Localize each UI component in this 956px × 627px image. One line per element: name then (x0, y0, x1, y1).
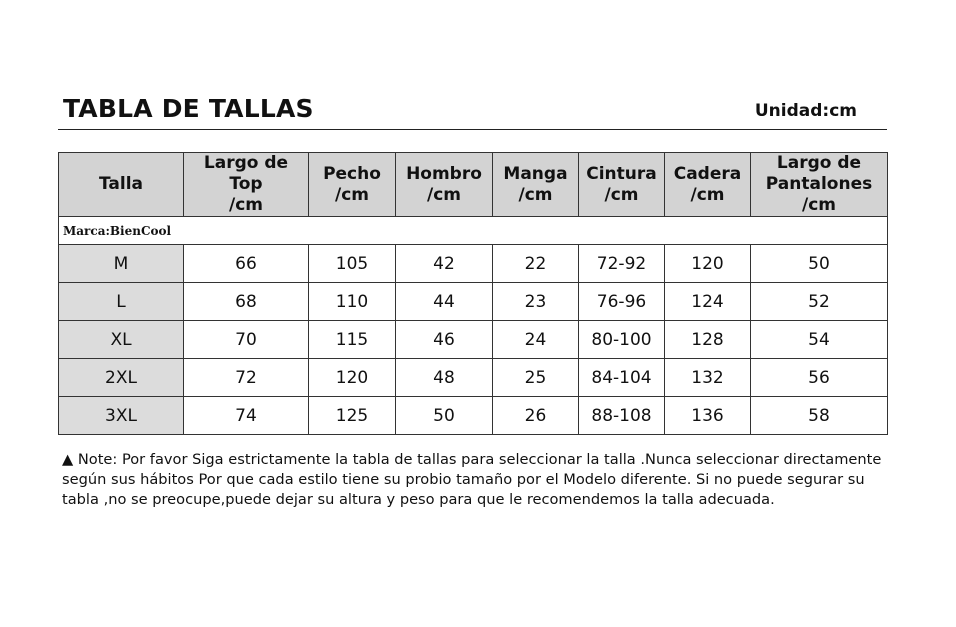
header-line: Cintura (586, 163, 657, 184)
header-line: /cm (604, 184, 639, 205)
table-cell: 54 (751, 321, 888, 359)
column-header-largo-pantalones (751, 153, 888, 217)
table-cell: 44 (396, 283, 493, 321)
page-header (58, 94, 887, 130)
table-row (59, 283, 888, 321)
unit-label: Unidad:cm (754, 101, 857, 121)
table-cell: 84-104 (579, 359, 665, 397)
size-cell: 3XL (59, 397, 184, 435)
table-cell: 58 (751, 397, 888, 435)
table-cell: 120 (665, 245, 751, 283)
table-cell: 125 (309, 397, 396, 435)
table-cell: 22 (493, 245, 579, 283)
size-table (58, 152, 888, 435)
table-cell: 132 (665, 359, 751, 397)
table-cell: 24 (493, 321, 579, 359)
header-line: /cm (427, 184, 461, 205)
column-header-talla (59, 153, 184, 217)
header-line: /cm (690, 184, 725, 205)
table-header-row (59, 153, 888, 217)
table-cell: 70 (184, 321, 309, 359)
table-cell: 72-92 (579, 245, 665, 283)
table-row (59, 321, 888, 359)
size-cell: M (59, 245, 184, 283)
table-cell: 76-96 (579, 283, 665, 321)
header-line: Cadera (673, 163, 742, 184)
table-cell: 66 (184, 245, 309, 283)
header-line: Hombro (406, 163, 482, 184)
column-header-largo-top (184, 153, 309, 217)
table-cell: 124 (665, 283, 751, 321)
header-line: Top (229, 174, 263, 194)
table-cell: 88-108 (579, 397, 665, 435)
header-line: Largo de (776, 153, 862, 173)
table-cell: 50 (751, 245, 888, 283)
header-line: /cm (802, 195, 836, 215)
table-cell: 42 (396, 245, 493, 283)
table-cell: 115 (309, 321, 396, 359)
table-cell: 26 (493, 397, 579, 435)
column-header-cintura (579, 153, 665, 217)
table-cell: 136 (665, 397, 751, 435)
size-cell: XL (59, 321, 184, 359)
size-note: ▲ Note: Por favor Siga estrictamente la tabla de tallas para seleccionar la talla .Nunca seleccionar directamente según sus hábitos Por que cada estilo tiene su probio tamaño por el Modelo diferente. Si no puede segurar su tabla ,no se preocupe,puede dejar su altura y peso para que le recomendemos la talla adecuada. (62, 451, 882, 508)
table-cell: 48 (396, 359, 493, 397)
table-cell: 72 (184, 359, 309, 397)
table-cell: 25 (493, 359, 579, 397)
table-cell: 120 (309, 359, 396, 397)
table-cell: 74 (184, 397, 309, 435)
table-cell: 105 (309, 245, 396, 283)
table-cell: 68 (184, 283, 309, 321)
table-cell: 23 (493, 283, 579, 321)
column-header-hombro (396, 153, 493, 217)
table-cell: 128 (665, 321, 751, 359)
header-line: /cm (518, 184, 553, 205)
table-cell: 56 (751, 359, 888, 397)
table-cell: 80-100 (579, 321, 665, 359)
table-cell: 110 (309, 283, 396, 321)
brand-row (59, 217, 888, 245)
size-cell: L (59, 283, 184, 321)
table-cell: 46 (396, 321, 493, 359)
size-cell: 2XL (59, 359, 184, 397)
header-line: Pantalones (765, 174, 873, 194)
column-header-pecho (309, 153, 396, 217)
header-line: /cm (229, 195, 263, 215)
brand-label: Marca:BienCool (59, 217, 888, 245)
page-title: TABLA DE TALLAS (63, 94, 314, 123)
table-cell: 50 (396, 397, 493, 435)
header-line: Largo de (203, 153, 289, 173)
table-row (59, 359, 888, 397)
column-header-manga (493, 153, 579, 217)
header-line: Manga (503, 163, 568, 184)
header-line: Talla (98, 174, 143, 194)
column-header-cadera (665, 153, 751, 217)
header-line: Pecho (323, 163, 381, 184)
table-cell: 52 (751, 283, 888, 321)
table-row (59, 245, 888, 283)
table-row (59, 397, 888, 435)
header-line: /cm (335, 184, 369, 205)
